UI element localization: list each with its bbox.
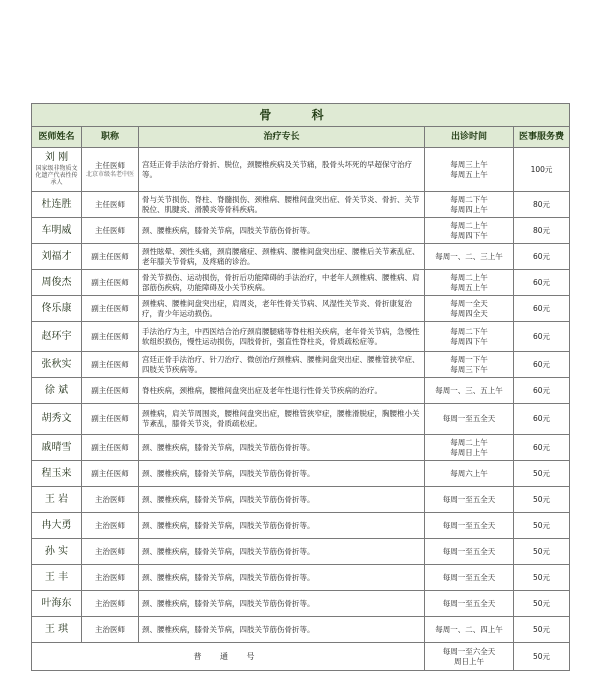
doctor-title: 副主任医师 <box>91 303 129 313</box>
doctor-name-cell <box>32 352 82 378</box>
doctor-title-cell <box>82 352 139 378</box>
doctor-name-cell <box>32 296 82 322</box>
doctor-time-cell <box>425 539 514 565</box>
doctor-name: 徐 斌 <box>44 384 69 396</box>
doctor-name-cell <box>32 487 82 513</box>
general-time-cell <box>425 643 514 671</box>
doctor-name: 胡秀文 <box>41 413 72 424</box>
doctor-row <box>32 617 570 643</box>
doctor-name-cell <box>32 513 82 539</box>
doctor-title-cell <box>82 378 139 404</box>
doctor-row <box>32 565 570 591</box>
doctor-specialty: 颈、腰椎疾病，膝骨关节病，四肢关节筋伤骨折等。 <box>139 565 425 591</box>
doctor-time-line: 每周一至五全天 <box>442 414 496 423</box>
doctor-time-line: 每周一至五全天 <box>442 598 496 608</box>
doctor-title-cell <box>82 244 139 270</box>
doctor-fee: 50元 <box>514 591 570 617</box>
doctor-time-cell <box>425 404 514 435</box>
doctor-title-cell <box>82 148 139 192</box>
doctor-name-cell <box>32 244 82 270</box>
doctor-row <box>32 435 570 461</box>
doctor-specialty: 宫廷正骨手法治疗骨折、脱位，颈腰椎疾病及关节痛，股骨头坏死的早超保守治疗等。 <box>139 148 425 192</box>
doctor-name-cell <box>32 218 82 244</box>
doctor-time-cell <box>425 378 514 404</box>
doctor-time-cell <box>425 296 514 322</box>
doctor-time-line: 每周二下午 <box>450 194 488 204</box>
doctor-name: 戚晴雪 <box>41 441 72 453</box>
department-title: 骨 科 <box>32 104 570 127</box>
doctor-specialty: 颈、腰椎疾病，膝骨关节病，四肢关节筋伤骨折等。 <box>139 435 425 461</box>
doctor-name-cell <box>32 435 82 461</box>
doctor-row <box>32 244 570 270</box>
doctor-name: 赵环宇 <box>41 330 72 342</box>
doctor-name: 孙 实 <box>44 545 69 557</box>
doctor-title: 主治医师 <box>95 572 125 582</box>
doctor-time-line: 每周三下午 <box>450 364 488 374</box>
header-title: 职称 <box>82 127 139 148</box>
doctor-name-cell <box>32 270 82 296</box>
doctor-specialty: 脊柱疾病，颈椎病，腰椎间盘突出症及老年性退行性骨关节疾病的治疗。 <box>139 378 425 404</box>
doctor-fee: 50元 <box>514 487 570 513</box>
doctor-fee: 60元 <box>514 270 570 296</box>
header-name: 医师姓名 <box>32 127 82 148</box>
doctor-name-cell <box>32 148 82 192</box>
schedule-table-wrapper <box>31 103 569 671</box>
doctor-name: 王 岩 <box>44 493 69 505</box>
general-fee: 50元 <box>514 643 570 671</box>
doctor-row <box>32 192 570 218</box>
doctor-name-cell <box>32 322 82 352</box>
doctor-fee: 80元 <box>514 218 570 244</box>
doctor-row <box>32 322 570 352</box>
doctor-row <box>32 218 570 244</box>
doctor-title-cell <box>82 322 139 352</box>
doctor-specialty: 颈、腰椎疾病，膝骨关节病，四肢关节筋伤骨折等。 <box>139 461 425 487</box>
doctor-name: 杜连胜 <box>41 198 72 210</box>
doctor-title: 主任医师 <box>95 225 125 235</box>
doctor-name: 刘福才 <box>41 250 72 262</box>
doctor-time-line: 每周五上午 <box>450 169 488 179</box>
doctor-fee: 60元 <box>514 404 570 435</box>
doctor-row <box>32 591 570 617</box>
doctor-title: 副主任医师 <box>91 385 129 395</box>
doctor-specialty: 颈性眩晕、颈性头痛，颈肩腰痛症、颈椎病、腰椎间盘突出症、腰椎后关节紊乱症、老年膝关节骨病，及疼痛的诊治。 <box>139 244 425 270</box>
doctor-specialty: 颈、腰椎疾病，膝骨关节病，四肢关节筋伤骨折等。 <box>139 617 425 643</box>
doctor-name-cell <box>32 192 82 218</box>
doctor-name-cell <box>32 539 82 565</box>
doctor-fee: 50元 <box>514 513 570 539</box>
doctor-row <box>32 352 570 378</box>
doctor-title: 副主任医师 <box>91 442 129 452</box>
doctor-name: 王 丰 <box>44 571 69 583</box>
doctor-title-cell <box>82 435 139 461</box>
doctor-name: 刘 刚 <box>44 152 69 163</box>
doctor-title: 主任医师 <box>95 199 125 209</box>
doctor-row <box>32 461 570 487</box>
doctor-title-cell <box>82 296 139 322</box>
doctor-time-line: 每周二上午 <box>450 220 488 230</box>
doctor-time-cell <box>425 617 514 643</box>
doctor-name-note: 国家级非物质文化遗产代表性传承人 <box>35 165 78 186</box>
doctor-title: 副主任医师 <box>91 331 129 341</box>
doctor-fee: 60元 <box>514 378 570 404</box>
doctor-name: 佟乐康 <box>41 302 72 314</box>
doctor-fee: 80元 <box>514 192 570 218</box>
doctor-time-line: 每周一、三、五上午 <box>435 385 503 395</box>
doctor-title-cell <box>82 218 139 244</box>
doctor-time-line: 每周一至五全天 <box>442 572 496 582</box>
doctor-specialty: 骨关节损伤、运动损伤，骨折后功能障碍的手法治疗，中老年人颈椎病、腰椎病、肩部筋伤疾病，功能障碍及小关节疾病。 <box>139 270 425 296</box>
header-time: 出诊时间 <box>425 127 514 148</box>
doctor-time-line: 每周一至五全天 <box>442 520 496 530</box>
doctor-time-cell <box>425 270 514 296</box>
doctor-time-line: 每周一至五全天 <box>442 494 496 504</box>
doctor-title-cell <box>82 617 139 643</box>
doctor-time-cell <box>425 148 514 192</box>
doctor-specialty: 骨与关节损伤、脊柱、脊髓损伤、颈椎病、腰椎间盘突出症、骨关节炎、骨折、关节脱位、肌腱炎、滑膜炎等骨科疾病。 <box>139 192 425 218</box>
doctor-time-line: 每周日上午 <box>450 447 488 457</box>
header-specialty: 治疗专长 <box>139 127 425 148</box>
doctor-fee: 60元 <box>514 296 570 322</box>
doctor-title: 副主任医师 <box>91 414 129 423</box>
doctor-title: 主任医师 <box>95 161 125 170</box>
doctor-name-cell <box>32 591 82 617</box>
schedule-table <box>31 103 570 671</box>
doctor-time-line: 每周一、二、四上午 <box>435 624 503 634</box>
doctor-name-cell <box>32 461 82 487</box>
doctor-specialty: 颈椎病、腰椎间盘突出症，肩周炎，老年性骨关节病、风湿性关节炎、骨折康复治疗，青少年运动损伤。 <box>139 296 425 322</box>
doctor-name-cell <box>32 617 82 643</box>
doctor-fee: 60元 <box>514 244 570 270</box>
doctor-specialty: 颈、腰椎疾病，膝骨关节病，四肢关节筋伤骨折等。 <box>139 539 425 565</box>
doctor-row <box>32 378 570 404</box>
doctor-specialty: 颈、腰椎疾病，膝骨关节病，四肢关节筋伤骨折等。 <box>139 218 425 244</box>
doctor-title: 主治医师 <box>95 546 125 556</box>
doctor-time-line: 每周一至五全天 <box>442 546 496 556</box>
doctor-fee: 60元 <box>514 352 570 378</box>
doctor-name-cell <box>32 378 82 404</box>
doctor-name-cell <box>32 404 82 435</box>
doctor-row <box>32 296 570 322</box>
doctor-specialty: 手法治疗为主，中西医结合治疗颈肩腰腿痛等脊柱相关疾病，老年骨关节病，急慢性软组织损伤，慢性运动损伤，四肢骨折，强直性脊柱炎，骨质疏松症等。 <box>139 322 425 352</box>
doctor-time-line: 每周二上午 <box>450 272 488 282</box>
general-time-line: 周日上午 <box>454 656 484 666</box>
doctor-name: 冉大勇 <box>41 519 72 531</box>
doctor-time-cell <box>425 192 514 218</box>
doctor-time-cell <box>425 244 514 270</box>
doctor-fee: 60元 <box>514 435 570 461</box>
doctor-title-cell <box>82 591 139 617</box>
doctor-time-cell <box>425 487 514 513</box>
doctor-title: 副主任医师 <box>91 251 129 261</box>
doctor-fee: 50元 <box>514 539 570 565</box>
doctor-title: 主治医师 <box>95 624 125 634</box>
doctor-time-line: 每周二下午 <box>450 326 488 336</box>
general-label: 普 通 号 <box>32 643 425 671</box>
doctor-time-line: 每周一、二、三上午 <box>435 251 503 261</box>
doctor-title-cell <box>82 461 139 487</box>
department-title-row <box>32 104 570 127</box>
doctor-name: 周俊杰 <box>41 276 72 288</box>
doctor-time-cell <box>425 461 514 487</box>
doctor-time-cell <box>425 565 514 591</box>
doctor-row <box>32 270 570 296</box>
doctor-title-cell <box>82 192 139 218</box>
general-row <box>32 643 570 671</box>
doctor-fee: 60元 <box>514 322 570 352</box>
doctor-title: 副主任医师 <box>91 359 129 369</box>
doctor-fee: 100元 <box>514 148 570 192</box>
doctor-row <box>32 404 570 435</box>
doctor-name: 叶海东 <box>41 597 72 609</box>
doctor-title-cell <box>82 270 139 296</box>
doctor-time-line: 每周一下午 <box>450 354 488 364</box>
doctor-time-line: 每周六上午 <box>450 468 488 478</box>
doctor-title-cell <box>82 404 139 435</box>
doctor-fee: 50元 <box>514 565 570 591</box>
doctor-time-line: 每周四上午 <box>450 204 488 214</box>
doctor-time-line: 每周一全天 <box>450 298 488 308</box>
doctor-time-line: 每周四下午 <box>450 230 488 240</box>
doctor-row <box>32 148 570 192</box>
doctor-title: 主治医师 <box>95 520 125 530</box>
doctor-specialty: 颈、腰椎疾病，膝骨关节病，四肢关节筋伤骨折等。 <box>139 487 425 513</box>
doctor-title-cell <box>82 513 139 539</box>
doctor-title-cell <box>82 487 139 513</box>
doctor-name-cell <box>32 565 82 591</box>
doctor-time-cell <box>425 218 514 244</box>
general-time-line: 每周一至六全天 <box>442 646 496 656</box>
doctor-row <box>32 487 570 513</box>
doctor-name: 车明威 <box>41 224 72 236</box>
doctor-time-cell <box>425 591 514 617</box>
doctor-time-line: 每周四全天 <box>450 308 488 318</box>
doctor-fee: 50元 <box>514 617 570 643</box>
doctor-specialty: 宫廷正骨手法治疗、针刀治疗、微创治疗颈椎病、腰椎间盘突出症、腰椎管狭窄症、四肢关节疾病等。 <box>139 352 425 378</box>
doctor-title: 主治医师 <box>95 598 125 608</box>
doctor-title-cell <box>82 539 139 565</box>
doctor-time-cell <box>425 435 514 461</box>
header-fee: 医事服务费 <box>514 127 570 148</box>
doctor-title-cell <box>82 565 139 591</box>
doctor-specialty: 颈、腰椎疾病，膝骨关节病，四肢关节筋伤骨折等。 <box>139 591 425 617</box>
doctor-row <box>32 513 570 539</box>
doctor-row <box>32 539 570 565</box>
doctor-time-cell <box>425 352 514 378</box>
doctor-time-cell <box>425 322 514 352</box>
doctor-title: 副主任医师 <box>91 277 129 287</box>
doctor-name: 程玉来 <box>41 467 72 479</box>
doctor-time-line: 每周四下午 <box>450 336 488 346</box>
doctor-time-cell <box>425 513 514 539</box>
doctor-name: 王 琪 <box>44 623 69 635</box>
doctor-time-line: 每周二上午 <box>450 437 488 447</box>
header-row <box>32 127 570 148</box>
doctor-fee: 50元 <box>514 461 570 487</box>
doctor-time-line: 每周三上午 <box>450 159 488 169</box>
doctor-title: 副主任医师 <box>91 468 129 478</box>
doctor-specialty: 颈、腰椎疾病，膝骨关节病，四肢关节筋伤骨折等。 <box>139 513 425 539</box>
doctor-title-note: 北京市级名老中医 <box>85 171 134 178</box>
doctor-title: 主治医师 <box>95 494 125 504</box>
doctor-specialty: 颈椎病，肩关节周围炎，腰椎间盘突出症，腰椎管狭窄症，腰椎滑脱症，胸腰椎小关节紊乱，膝骨关节炎，骨质疏松症。 <box>139 404 425 435</box>
doctor-name: 张秋实 <box>41 358 72 370</box>
doctor-time-line: 每周五上午 <box>450 282 488 292</box>
